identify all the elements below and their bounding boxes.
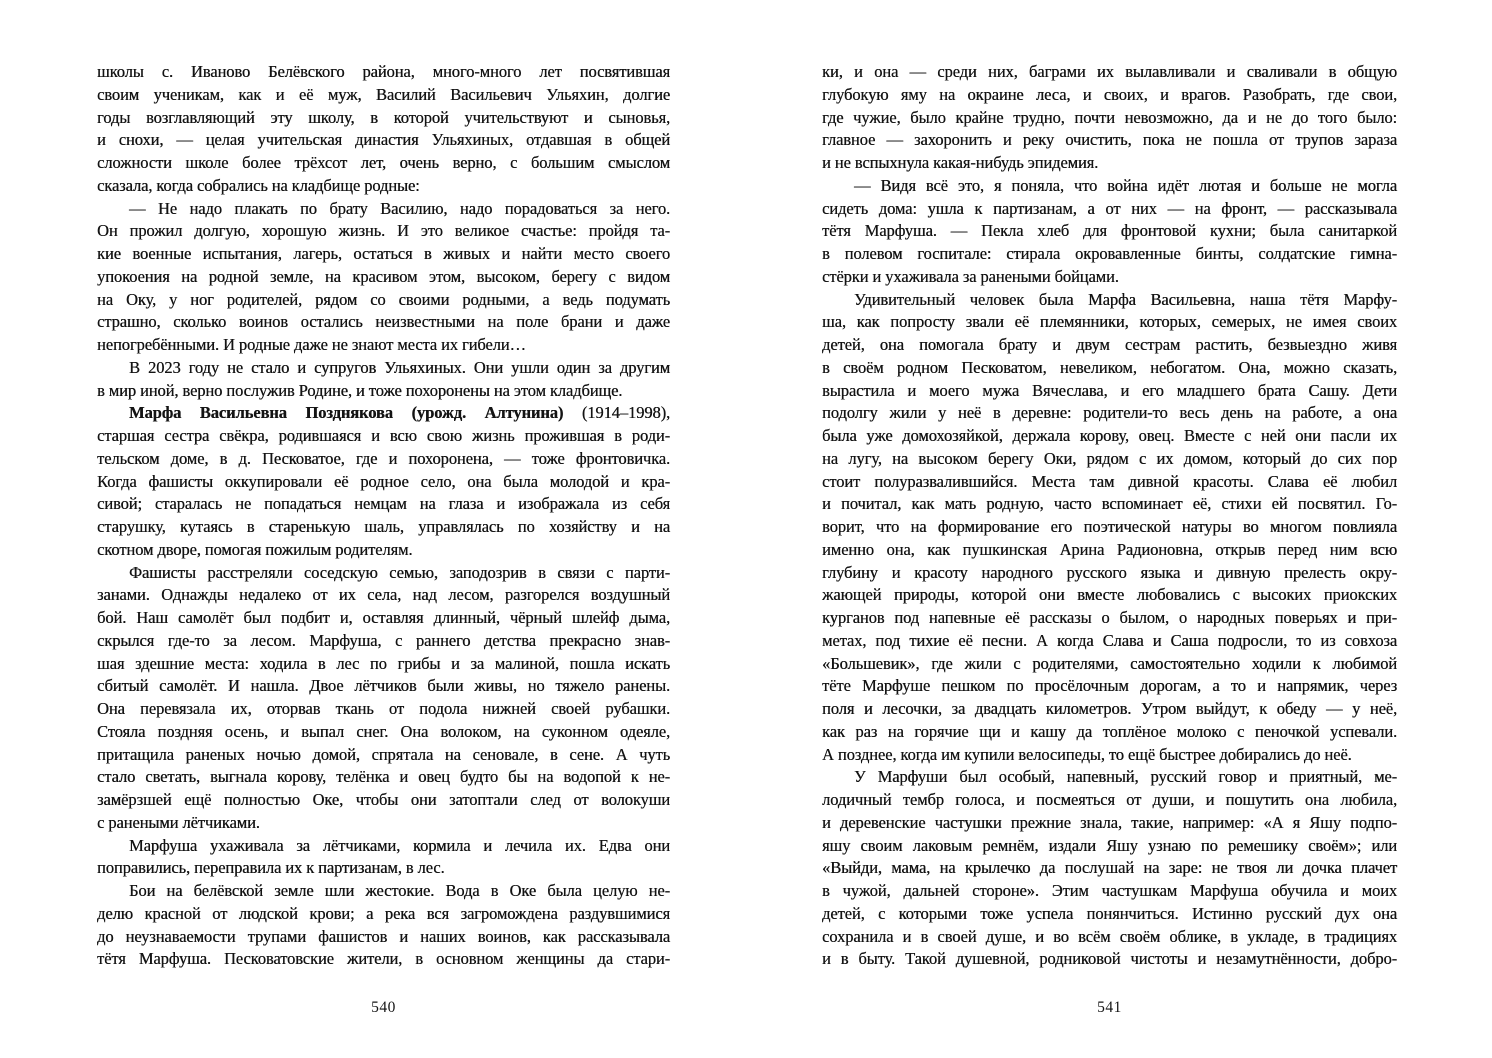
text-line: глубокую яму на окраине леса, и своих, и врагов. Разобрать, где свои, xyxy=(822,84,1397,104)
text-line: яшу своим лаковым ремнём, издали Яшу узнаю по ремешику своём»; или xyxy=(822,835,1397,855)
text-line: У Марфуши был особый, напевный, русский говор и приятный, ме- xyxy=(854,767,1397,787)
text-line: сивой; старалась не попадаться немцам на глаза и изображала из себя xyxy=(97,494,670,514)
text-line: своим ученикам, как и её муж, Василий Васильевич Ульяхин, долгие xyxy=(97,84,670,104)
text-line: школы с. Иваново Белёвского района, много-много лет посвятившая xyxy=(97,62,670,81)
text-line: сбитый самолёт. И нашла. Двое лётчиков были живы, но тяжело ранены. xyxy=(97,676,670,696)
text-line: тёте Марфуше пешком по просёлочным дорогам, а то и напрямик, через xyxy=(822,676,1397,696)
text-line xyxy=(97,402,670,425)
text-line: и деревенские частушки прежние знала, такие, например: «А я Яшу подпо- xyxy=(822,812,1397,832)
text-line: в чужой, дальней стороне». Этим частушкам Марфуша обучила и моих xyxy=(822,881,1397,900)
text-line: лодичный тембр голоса, и посмеяться от души, и пошутить она любила, xyxy=(822,790,1397,809)
text-line: замёрзшей ещё полностью Оке, чтобы они затоптали след от волокуши xyxy=(97,790,670,809)
text-line: тётя Марфуша. — Пекла хлеб для фронтовой кухни; была санитаркой xyxy=(822,221,1397,241)
text-line: была уже домохозяйкой, держала корову, овец. Вместе с ней они пасли их xyxy=(822,426,1397,445)
text-line: скотном дворе, помогая пожилым родителям. xyxy=(97,539,413,559)
text-line: стоит полуразвалившийся. Места там дивной красоты. Слава её любил xyxy=(822,471,1397,491)
left-page xyxy=(97,61,670,1058)
text-line: сидеть дома: ушла к партизанам, а от них — на фронт, — рассказывала xyxy=(822,198,1397,218)
text-line: непогребёнными. И родные даже не знают места их гибели… xyxy=(97,335,526,354)
text-line: скрылся где-то за лесом. Марфуша, с раннего детства прекрасно знав- xyxy=(97,630,670,650)
text-line: «Выйди, мама, на крылечко да послушай на заре: не твоя ли дочка плачет xyxy=(822,858,1397,878)
text-line: ворит, что на формирование его поэтической натуры во многом повлияла xyxy=(822,517,1397,536)
text-line: страшно, сколько воинов остались неизвестными на поле брани и даже xyxy=(97,312,670,332)
text-line: старушку, кутаясь в старенькую шаль, управлялась по хозяйству и на xyxy=(97,517,670,536)
text-line: — Видя всё это, я поняла, что война идёт лютая и больше не могла xyxy=(854,175,1397,195)
text-line: в полевом госпитале: стирала окровавленные бинты, солдатские гимна- xyxy=(822,244,1397,263)
text-line: главное — захоронить и реку очистить, пока не пошла от трупов зараза xyxy=(822,130,1397,150)
text-line: Она перевязала их, оторвав ткань от подола нижней своей рубашки. xyxy=(97,699,670,718)
text-line: как раз на горячие щи и кашу да топлёное молоко с пеночкой успевали. xyxy=(822,721,1397,741)
text-line: старшая сестра свёкра, родившаяся и всю свою жизнь прожившая в роди- xyxy=(97,426,670,445)
text-line: Стояла поздняя осень, и выпал снег. Она волоком, на суконном одеяле, xyxy=(97,721,670,741)
text-line: кие военные испытания, лагерь, остаться в живых и найти место своего xyxy=(97,244,670,263)
text-line: сказала, когда собрались на кладбище родные: xyxy=(97,175,420,195)
text-line: курганов под напевные её рассказы о былом, о народных поверьях и при- xyxy=(822,608,1397,627)
text-line: с ранеными лётчиками. xyxy=(97,812,260,832)
text-line: притащила раненых ночью домой, спрятала на сеновале, в сене. А чуть xyxy=(97,744,670,764)
text-line: и почитал, как мать родную, часто вспоминает её, стихи ей посвятил. Го- xyxy=(822,494,1397,514)
text-line: сложности школе более трёхсот лет, очень верно, с большим смыслом xyxy=(97,153,670,172)
text-line: стёрки и ухаживала за ранеными бойцами. xyxy=(822,266,1119,286)
text-line: на лугу, на высоком берегу Оки, рядом с их домом, который до сих пор xyxy=(822,448,1397,468)
text-line: Марфуша ухаживала за лётчиками, кормила и лечила их. Едва они xyxy=(129,835,670,855)
text-line: детей, она помогала брату и двум сестрам растить, безвыездно живя xyxy=(822,335,1397,354)
text-line: упокоения на родной земле, на красивом этом, высоком, берегу с видом xyxy=(97,266,670,286)
text-line: тельском доме, в д. Песковатое, где и похоронена, — тоже фронтовичка. xyxy=(97,448,670,468)
text-line: и снохи, — целая учительская династия Ульяхиных, отдавшая в общей xyxy=(97,130,670,150)
text-line: в своём родном Песковатом, невеликом, небогатом. Она, можно сказать, xyxy=(822,357,1397,377)
text-line: А позднее, когда им купили велосипеды, то ещё быстрее добирались до неё. xyxy=(822,744,1352,764)
text-line: Когда фашисты оккупировали её родное село, она была молодой и кра- xyxy=(97,471,670,491)
text-line: бой. Наш самолёт был подбит и, оставляя длинный, чёрный шлейф дыма, xyxy=(97,608,670,627)
text-line: шая здешние места: ходила в лес по грибы и за малиной, пошла искать xyxy=(97,653,670,673)
left-page-number: 540 xyxy=(371,999,396,1016)
text-line: метах, под тихие её песни. А когда Слава и Саша подросли, то из совхоза xyxy=(822,630,1397,650)
text-line: глубину и красоту народного русского языка и дивную прелесть окру- xyxy=(822,562,1397,582)
right-page-number: 541 xyxy=(1097,999,1122,1016)
right-page xyxy=(822,61,1397,1058)
text-line: подолгу жили у неё в деревне: родители-то весь день на работе, а она xyxy=(822,403,1397,423)
text-line: вырастила и моего мужа Вячеслава, и его младшего брата Сашу. Дети xyxy=(822,380,1397,400)
text-line: жающей природы, которой они вместе любовались с высоких приокских xyxy=(822,585,1397,605)
text-line: в мир иной, верно послужив Родине, и тоже похоронены на этом кладбище. xyxy=(97,380,623,400)
text-line: где чужие, было крайне трудно, почти невозможно, да и не до того было: xyxy=(822,107,1397,127)
text-line: Бои на белёвской земле шли жестокие. Вода в Оке была целую не- xyxy=(129,881,670,900)
text-line: В 2023 году не стало и супругов Ульяхиных. Они ушли один за другим xyxy=(129,357,670,377)
text-line: до неузнаваемости трупами фашистов и наших воинов, как рассказывала xyxy=(97,926,670,946)
regular-text: (1914–1998), xyxy=(563,403,670,423)
text-line: ки, и она — среди них, баграми их вылавливали и сваливали в общую xyxy=(822,62,1397,81)
text-line: сохранила и в своей душе, и во всём своём облике, в укладе, в традициях xyxy=(822,926,1397,946)
text-line: — Не надо плакать по брату Василию, надо порадоваться за него. xyxy=(129,198,670,218)
text-line: Фашисты расстреляли соседскую семью, заподозрив в связи с парти- xyxy=(129,562,670,582)
bold-text: Марфа Васильевна Позднякова (урожд. Алтунина) xyxy=(129,403,564,423)
text-line: делю красной от людской крови; а река вся загромождена раздувшимися xyxy=(97,903,670,923)
text-line: тётя Марфуша. Песковатовские жители, в основном женщины да стари- xyxy=(97,949,670,969)
text-line: на Оку, у ног родителей, рядом со своими родными, а ведь подумать xyxy=(97,289,670,309)
text-line: Он прожил долгую, хорошую жизнь. И это великое счастье: пройдя та- xyxy=(97,221,670,241)
text-line: поправились, переправила их к партизанам, в лес. xyxy=(97,858,445,878)
text-line: именно она, как пушкинская Арина Радионовна, открыв перед ним всю xyxy=(822,539,1397,559)
text-line: «Большевик», где жили с родителями, самостоятельно ходили к любимой xyxy=(822,653,1397,673)
text-line: детей, с которыми тоже успела понянчиться. Истинно русский дух она xyxy=(822,903,1397,923)
text-line: стало светать, выгнала корову, телёнка и овец будто бы на водопой к не- xyxy=(97,767,670,787)
text-line: занами. Однажды недалеко от их села, над лесом, разгорелся воздушный xyxy=(97,585,670,605)
text-line: ша, как попросту звали её племянники, которых, семерых, не имея своих xyxy=(822,312,1397,332)
right-page-text xyxy=(822,61,1397,971)
text-line: и в быту. Такой душевной, родниковой чистоты и незамутнённости, добро- xyxy=(822,949,1397,969)
text-line: годы возглавляющий эту школу, в которой учительствуют и сыновья, xyxy=(97,107,670,127)
text-line: Удивительный человек была Марфа Васильевна, наша тётя Марфу- xyxy=(854,289,1397,309)
left-page-text xyxy=(97,61,670,971)
text-line: и не вспыхнула какая-нибудь эпидемия. xyxy=(822,153,1099,172)
text-line: поля и лесочки, за двадцать километров. Утром выйдут, к обеду — у неё, xyxy=(822,699,1397,718)
